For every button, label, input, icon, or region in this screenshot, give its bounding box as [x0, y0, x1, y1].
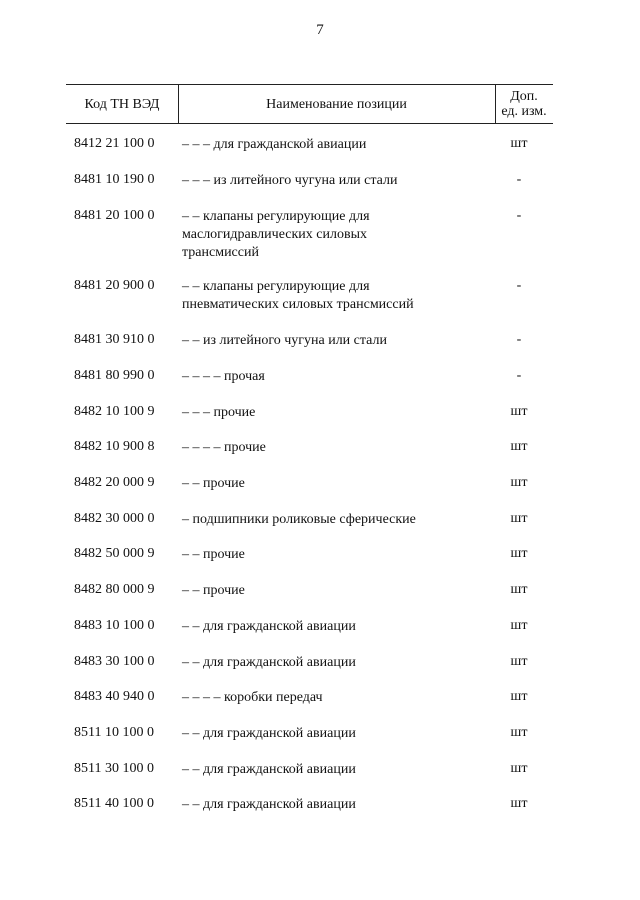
row-unit: шт	[510, 136, 528, 151]
row-name: – – для гражданской авиации	[182, 619, 356, 634]
row-unit: шт	[510, 725, 528, 740]
header-unit-line1: Доп.	[510, 89, 538, 104]
row-name: – – – прочие	[182, 405, 256, 420]
row-code: 8483 10 100 0	[74, 618, 155, 633]
header-code: Код ТН ВЭД	[66, 85, 179, 123]
row-name: – – – – прочая	[182, 369, 265, 384]
row-unit: -	[516, 332, 522, 347]
row-code: 8482 20 000 9	[74, 475, 155, 490]
row-code: 8483 40 940 0	[74, 689, 155, 704]
row-code: 8482 80 000 9	[74, 582, 155, 597]
row-code: 8482 50 000 9	[74, 546, 155, 561]
row-code: 8481 10 190 0	[74, 172, 155, 187]
row-unit: шт	[510, 618, 528, 633]
row-name: – подшипники роликовые сферические	[182, 512, 416, 527]
row-name: – – для гражданской авиации	[182, 726, 356, 741]
row-unit: шт	[510, 439, 528, 454]
row-code: 8412 21 100 0	[74, 136, 155, 151]
row-unit: шт	[510, 582, 528, 597]
row-unit: шт	[510, 546, 528, 561]
row-code: 8511 30 100 0	[74, 761, 154, 776]
row-name: – – клапаны регулирующие для пневматических силовых трансмиссий	[182, 279, 414, 312]
header-unit	[495, 85, 553, 123]
row-unit: -	[516, 368, 522, 383]
row-unit: шт	[510, 689, 528, 704]
row-name: – – прочие	[182, 476, 245, 491]
row-name: – – для гражданской авиации	[182, 762, 356, 777]
row-code: 8481 80 990 0	[74, 368, 155, 383]
row-name: – – прочие	[182, 583, 245, 598]
header-name: Наименование позиции	[178, 85, 496, 123]
row-unit: -	[516, 208, 522, 223]
row-code: 8511 40 100 0	[74, 796, 154, 811]
row-code: 8481 20 100 0	[74, 208, 155, 223]
row-name: – – – для гражданской авиации	[182, 137, 367, 152]
row-name: – – из литейного чугуна или стали	[182, 333, 387, 348]
row-unit: шт	[510, 475, 528, 490]
row-name: – – клапаны регулирующие для маслогидравлических силовых трансмиссий	[182, 209, 370, 260]
row-code: 8481 20 900 0	[74, 278, 155, 293]
row-name: – – для гражданской авиации	[182, 655, 356, 670]
header-unit-line2: ед. изм.	[501, 104, 547, 119]
row-name: – – для гражданской авиации	[182, 797, 356, 812]
row-name: – – прочие	[182, 547, 245, 562]
row-unit: шт	[510, 404, 528, 419]
row-unit: -	[516, 172, 522, 187]
row-unit: шт	[510, 654, 528, 669]
row-code: 8511 10 100 0	[74, 725, 154, 740]
page-number: 7	[316, 22, 324, 38]
row-name: – – – – коробки передач	[182, 690, 323, 705]
row-unit: -	[516, 278, 522, 293]
row-unit: шт	[510, 511, 528, 526]
row-unit: шт	[510, 761, 528, 776]
row-code: 8482 30 000 0	[74, 511, 155, 526]
row-name: – – – из литейного чугуна или стали	[182, 173, 398, 188]
row-code: 8482 10 900 8	[74, 439, 155, 454]
row-name: – – – – прочие	[182, 440, 266, 455]
table-header	[66, 84, 553, 124]
row-code: 8483 30 100 0	[74, 654, 155, 669]
row-code: 8482 10 100 9	[74, 404, 155, 419]
row-code: 8481 30 910 0	[74, 332, 155, 347]
row-unit: шт	[510, 796, 528, 811]
